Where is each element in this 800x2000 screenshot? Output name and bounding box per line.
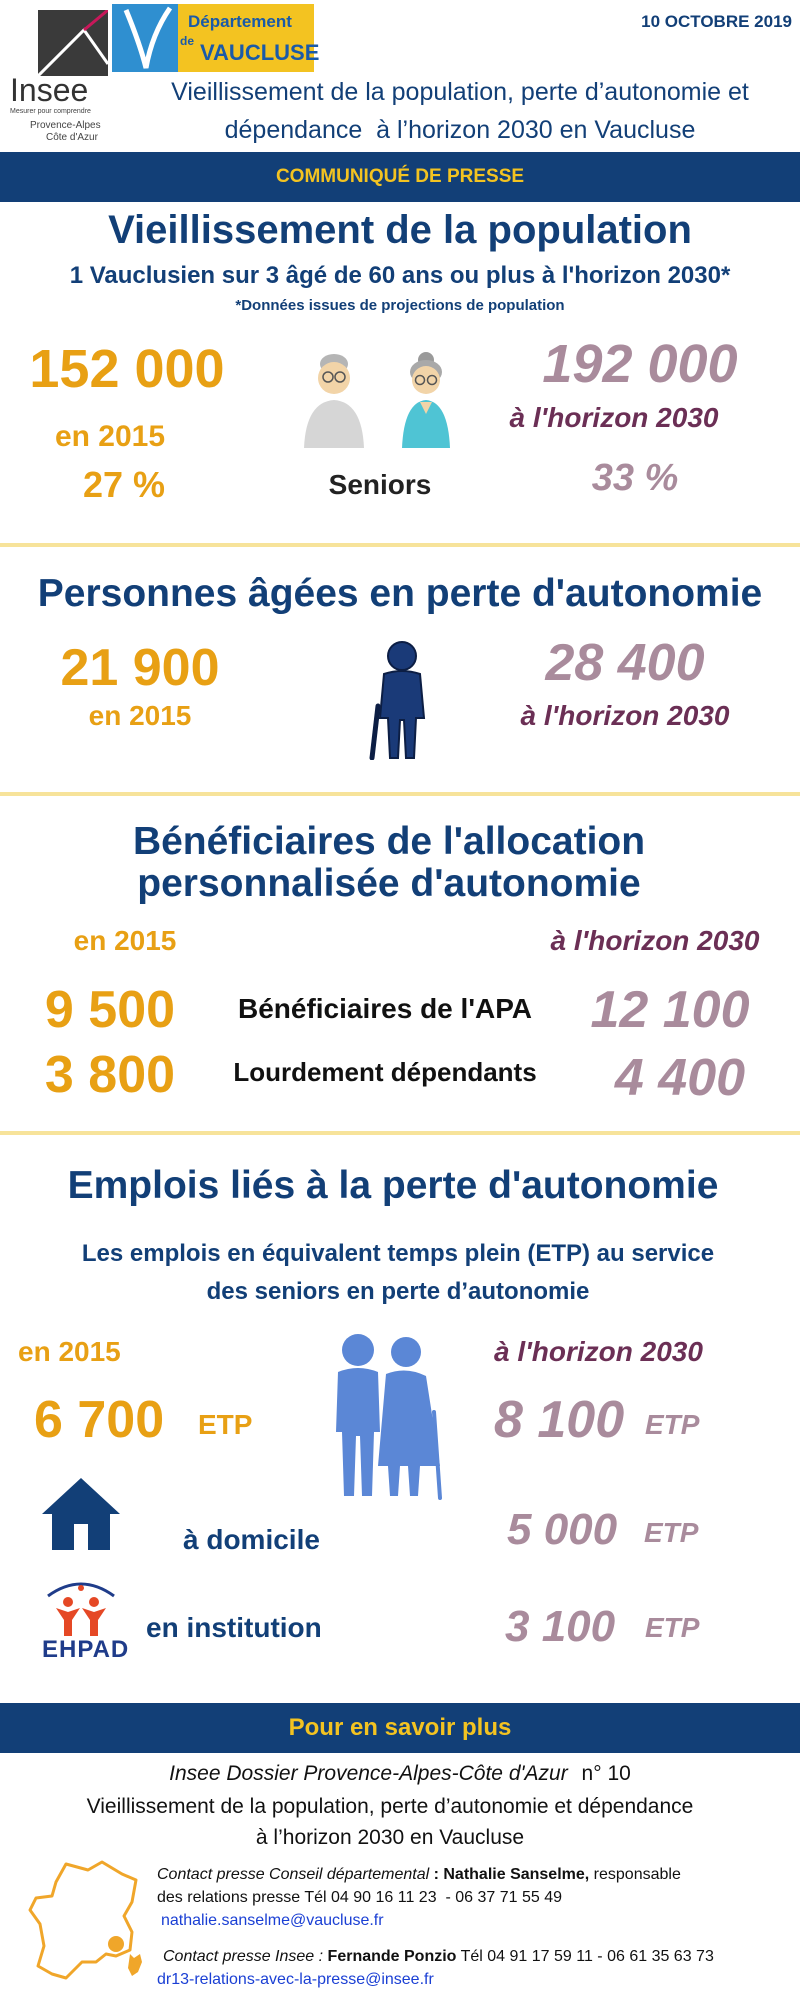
contact1-email-link[interactable]: nathalie.sanselme@vaucluse.fr bbox=[161, 1912, 384, 1929]
dependency-value-2015: 21 900 bbox=[60, 639, 220, 697]
section1-note: *Données issues de projections de population bbox=[235, 297, 565, 314]
section3-title-line2: personnalisée d'autonomie bbox=[137, 862, 641, 905]
ehpad-logo bbox=[36, 1576, 130, 1672]
apa-row-1-v2030: 12 100 bbox=[590, 981, 750, 1039]
apa-row-2-v2015: 3 800 bbox=[44, 1046, 176, 1104]
insee-logo-mark bbox=[38, 10, 108, 76]
vaucluse-logo bbox=[112, 4, 320, 72]
vaucluse-logo-left bbox=[112, 4, 178, 72]
publication-series: Insee Dossier Provence-Alpes-Côte d'Azur bbox=[169, 1762, 568, 1785]
section4-subtitle-line2: des seniors en perte d’autonomie bbox=[206, 1278, 590, 1305]
contact1-prefix: Contact presse Conseil départemental bbox=[157, 1866, 430, 1883]
contact2-prefix: Contact presse Insee : bbox=[163, 1948, 324, 1965]
contact2-phone: Tél 04 91 17 59 11 - 06 61 35 63 73 bbox=[456, 1948, 714, 1965]
publication-line1 bbox=[0, 1762, 800, 1786]
dept-name: VAUCLUSE bbox=[200, 40, 320, 65]
etp-unit-2030: ETP bbox=[645, 1409, 700, 1440]
press-date: 10 OCTOBRE 2019 bbox=[641, 12, 792, 31]
press-banner: COMMUNIQUÉ DE PRESSE bbox=[0, 152, 800, 202]
publication-number: n° 10 bbox=[581, 1762, 631, 1785]
contact-council bbox=[157, 1863, 797, 1932]
apa-label-2030: à l'horizon 2030 bbox=[550, 925, 760, 956]
insee-region-1: Provence-Alpes bbox=[30, 120, 101, 131]
insee-tagline: Mesurer pour comprendre bbox=[10, 108, 91, 115]
apa-label-2015: en 2015 bbox=[73, 925, 177, 956]
vaucluse-logo-right bbox=[178, 4, 320, 72]
apa-row-1-v2015: 9 500 bbox=[44, 981, 176, 1039]
home-icon bbox=[38, 1474, 124, 1552]
dependency-label-2030: à l'horizon 2030 bbox=[520, 700, 730, 731]
vaucluse-v-mark bbox=[112, 4, 178, 72]
contact1-phones: des relations presse Tél 04 90 16 11 23 - 06 37 71 55 49 bbox=[157, 1889, 563, 1906]
etp-label-2030: à l'horizon 2030 bbox=[494, 1336, 703, 1367]
dependency-value-2030: 28 400 bbox=[545, 634, 705, 692]
more-info-banner: Pour en savoir plus bbox=[0, 1703, 800, 1753]
etp-total-2015: 6 700 bbox=[34, 1391, 165, 1449]
section4-subtitle-line1: Les emplois en équivalent temps plein (ETP) au service bbox=[81, 1240, 715, 1267]
page-title-line2: dépendance à l’horizon 2030 en Vaucluse bbox=[224, 116, 696, 144]
seniors-pct-2015: 27 % bbox=[82, 464, 166, 505]
dept-label: Département bbox=[188, 12, 292, 31]
seniors-label-2030: à l'horizon 2030 bbox=[509, 402, 719, 433]
etp-total-2030: 8 100 bbox=[494, 1391, 625, 1449]
france-map-icon bbox=[26, 1858, 156, 1988]
home-etp-2030: 5 000 bbox=[507, 1505, 618, 1554]
divider-2 bbox=[0, 792, 800, 796]
contact2-name: Fernande Ponzio bbox=[327, 1948, 457, 1965]
section4-title: Emplois liés à la perte d'autonomie bbox=[67, 1164, 719, 1207]
home-label: à domicile bbox=[183, 1524, 320, 1555]
contact-insee bbox=[157, 1945, 797, 1991]
seniors-label-2015: en 2015 bbox=[54, 420, 166, 453]
insee-region-2: Côte d'Azur bbox=[46, 132, 98, 143]
elderly-cane-icon bbox=[364, 640, 434, 760]
elderly-couple-icon bbox=[330, 1332, 450, 1502]
seniors-pct-2030: 33 % bbox=[591, 457, 679, 499]
contact1-colon: : bbox=[429, 1866, 444, 1883]
divider-1 bbox=[0, 543, 800, 547]
institution-label: en institution bbox=[146, 1612, 322, 1643]
apa-row-2-v2030: 4 400 bbox=[614, 1049, 746, 1107]
publication-line2: Vieillissement de la population, perte d’autonomie et dépendance bbox=[86, 1795, 694, 1818]
section2-title: Personnes âgées en perte d'autonomie bbox=[37, 572, 763, 615]
insee-logo bbox=[8, 8, 108, 148]
seniors-value-2015: 152 000 bbox=[29, 339, 225, 399]
ehpad-text: EHPAD bbox=[42, 1636, 130, 1663]
apa-row-2-label: Lourdement dépendants bbox=[233, 1057, 537, 1087]
section1-title: Vieillissement de la population bbox=[108, 208, 692, 252]
apa-row-1-label: Bénéficiaires de l'APA bbox=[237, 993, 533, 1024]
dept-de: de bbox=[180, 34, 195, 48]
contact1-name: Nathalie Sanselme, bbox=[443, 1866, 590, 1883]
seniors-icon bbox=[296, 350, 466, 450]
institution-etp-2030: 3 100 bbox=[505, 1602, 616, 1651]
divider-3 bbox=[0, 1131, 800, 1135]
home-unit-2030: ETP bbox=[644, 1517, 699, 1548]
seniors-value-2030: 192 000 bbox=[542, 334, 738, 394]
section1-subtitle: 1 Vauclusien sur 3 âgé de 60 ans ou plus à l'horizon 2030* bbox=[69, 262, 731, 289]
contact2-email-link[interactable]: dr13-relations-avec-la-presse@insee.fr bbox=[157, 1971, 434, 1988]
seniors-center-label: Seniors bbox=[328, 469, 432, 500]
dependency-label-2015: en 2015 bbox=[88, 700, 192, 731]
institution-unit-2030: ETP bbox=[645, 1612, 700, 1643]
section3-title-line1: Bénéficiaires de l'allocation bbox=[132, 820, 646, 863]
page-title-line1: Vieillissement de la population, perte d’autonomie et bbox=[171, 78, 749, 106]
etp-unit-2015: ETP bbox=[198, 1409, 253, 1440]
contact1-role: responsable bbox=[589, 1866, 681, 1883]
insee-logo-text: Insee bbox=[10, 72, 89, 108]
ehpad-figures-icon bbox=[36, 1576, 126, 1638]
etp-label-2015: en 2015 bbox=[18, 1336, 121, 1367]
publication-line3: à l’horizon 2030 en Vaucluse bbox=[255, 1826, 525, 1849]
